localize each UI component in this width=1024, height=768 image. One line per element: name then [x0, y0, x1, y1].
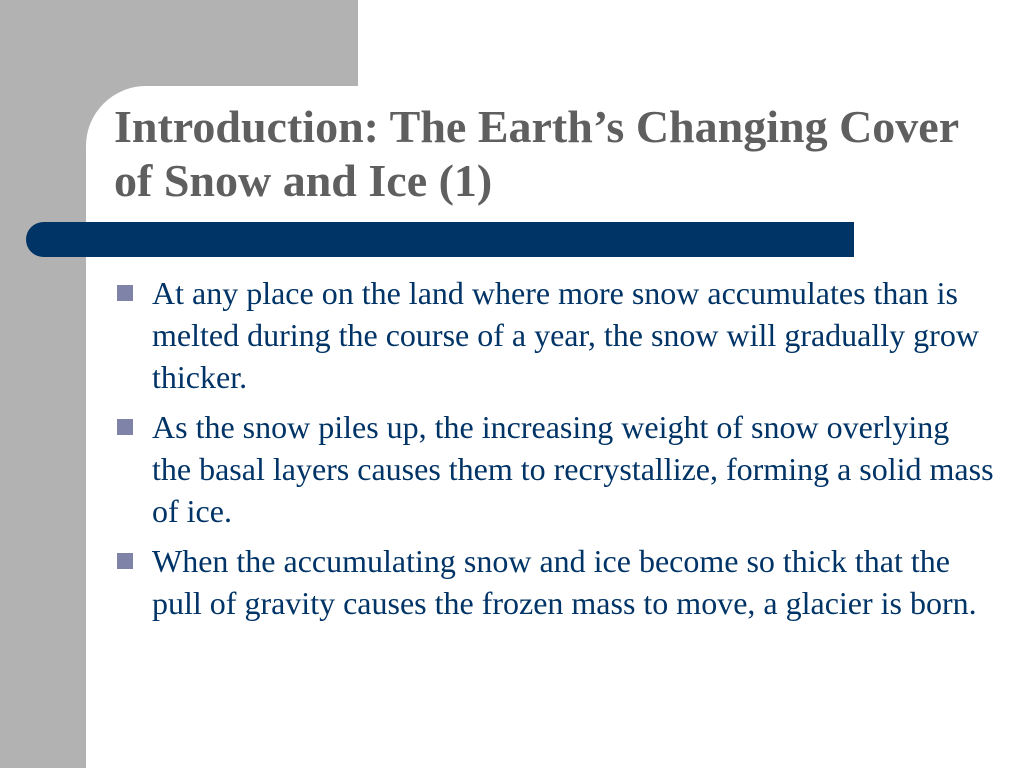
bullet-text: When the accumulating snow and ice become so thick that the pull of gravity causes the frozen mass to move, a glacier is born.	[152, 543, 977, 621]
bullet-text: At any place on the land where more snow accumulates than is melted during the course of a year, the snow will gradually grow thicker.	[152, 275, 979, 395]
title-divider-bar	[26, 222, 854, 257]
bullet-item	[114, 406, 994, 532]
square-bullet-icon	[117, 285, 133, 301]
square-bullet-icon	[117, 553, 133, 569]
bullet-item	[114, 540, 994, 624]
slide-title: Introduction: The Earth’s Changing Cover of Snow and Ice (1)	[114, 101, 959, 206]
bullet-text: As the snow piles up, the increasing weight of snow overlying the basal layers causes them to recrystallize, forming a solid mass of ice.	[152, 409, 994, 529]
bullet-list	[114, 272, 994, 632]
square-bullet-icon	[117, 419, 133, 435]
bullet-item	[114, 272, 994, 398]
